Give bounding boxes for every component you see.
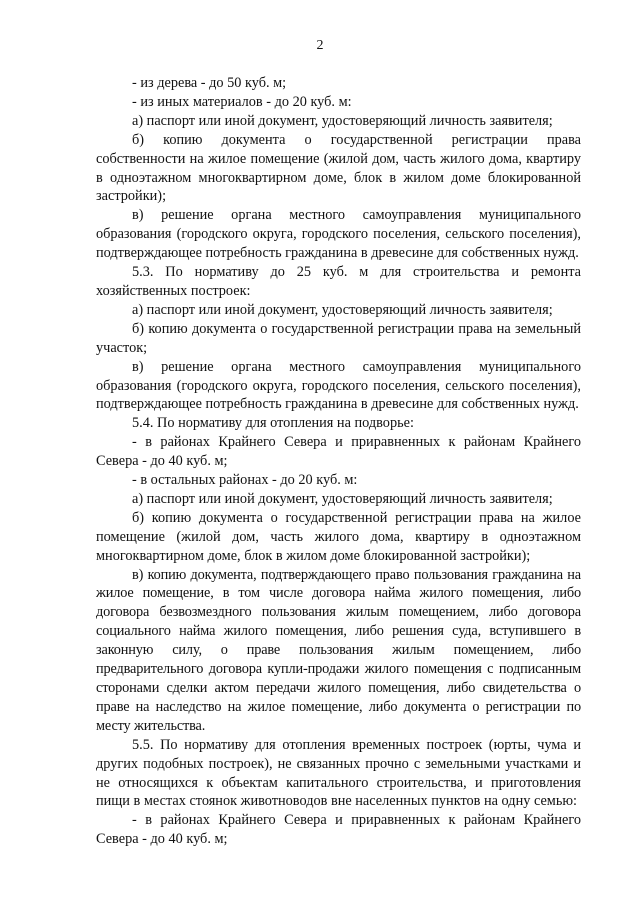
paragraph-right-of-use-document: в) копию документа, подтверждающего право пользования гражданина на жилое помещение, в том числе договора найма жилого помещения, либо договора безвозмездного пользования жилым помещением, либо договора социального найма жилого помещения, либо решения суда, вступившего в законную силу, о праве пользования жилым помещением, либо предварительного договора купли-продажи жилого помещения с подписанным сторонами сделки актом передачи жилого помещения, либо свидетельства о праве на наследство на жилое помещение, либо документа о регистрации по месту жительства. — [96, 566, 581, 734]
paragraph-local-government-decision: в) решение органа местного самоуправления муниципального образования (городского округа, городского поселения, сельского поселения), подтверждающее потребность гражданина в древесине для собственных нужд. — [96, 358, 581, 413]
paragraph-section-5-3: 5.3. По нормативу до 25 куб. м для строительства и ремонта хозяйственных построек: — [96, 264, 581, 299]
paragraph-ownership-registration: б) копию документа о государственной регистрации права собственности на жилое помещение (жилой дом, часть жилого дома, квартиру в одноэтажном многоквартирном доме, блок в жилом доме блокированной застройки); — [96, 131, 581, 205]
paragraph-far-north-limit: - в районах Крайнего Севера и приравненных к районам Крайнего Севера - до 40 куб. м; — [96, 812, 581, 848]
paragraph-section-5-5: 5.5. По нормативу для отопления временных построек (юрты, чума и других подобных построек), не связанных прочно с земельными участками и не относящихся к объектам капитального строительства, и приготовления пищи в местах стоянок животноводов вне населенных пунктов на одну семью: — [96, 736, 581, 810]
paragraph-other-materials-limit: - из иных материалов - до 20 куб. м: — [132, 93, 352, 110]
paragraph-section-5-4: 5.4. По нормативу для отопления на подворье: — [132, 415, 414, 432]
page-number: 2 — [316, 38, 324, 53]
paragraph-other-regions-limit: - в остальных районах - до 20 куб. м: — [132, 472, 358, 489]
paragraph-dwelling-registration: б) копию документа о государственной регистрации права на жилое помещение (жилой дом, часть жилого дома, квартиру в одноэтажном многоквартирном доме, блок в жилом доме блокированной застройки); — [96, 509, 581, 564]
paragraph-passport: а) паспорт или иной документ, удостоверяющий личность заявителя; — [132, 490, 553, 507]
paragraph-land-registration: б) копию документа о государственной регистрации права на земельный участок; — [96, 320, 581, 356]
paragraph-local-government-decision: в) решение органа местного самоуправления муниципального образования (городского округа, городского поселения, сельского поселения), подтверждающее потребность гражданина в древесине для собственных нужд. — [96, 207, 581, 262]
paragraph-far-north-limit: - в районах Крайнего Севера и приравненных к районам Крайнего Севера - до 40 куб. м; — [96, 434, 581, 470]
paragraph-wood-limit: - из дерева - до 50 куб. м; — [132, 75, 287, 91]
document-body — [96, 74, 581, 849]
paragraph-passport: а) паспорт или иной документ, удостоверяющий личность заявителя; — [132, 301, 553, 318]
paragraph-passport: а) паспорт или иной документ, удостоверяющий личность заявителя; — [132, 112, 553, 129]
